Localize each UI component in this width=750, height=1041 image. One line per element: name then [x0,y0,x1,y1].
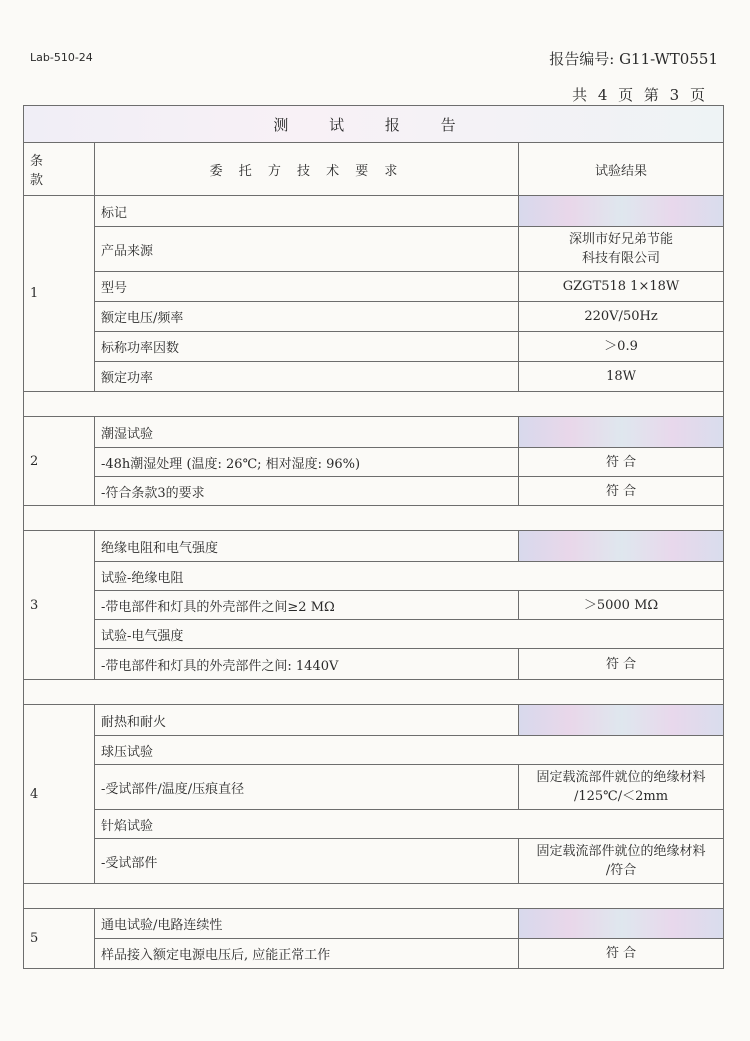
requirement-cell: -受试部件 [95,839,519,884]
result-cell [519,705,724,736]
result-cell [519,765,724,810]
table-title: 测 试 报 告 [24,106,724,143]
requirement-cell: 试验-电气强度 [95,620,724,649]
page-info: 共 4 页 第 3 页 [572,86,708,104]
result-cell [519,227,724,272]
section-title: 通电试验/电路连续性 [95,909,519,939]
clause-number: 4 [24,705,95,884]
result-line: /125℃/＜2mm [573,789,669,804]
section-divider [24,680,724,705]
requirement-cell: 针焰试验 [95,810,724,839]
report-number: 报告编号: G11-WT0551 [549,50,718,68]
result-cell [519,531,724,562]
section-title: 绝缘电阻和电气强度 [95,531,519,562]
result-cell: GZGT518 1×18W [519,272,724,302]
clause-number: 1 [24,196,95,392]
result-line: 固定载流部件就位的绝缘材料 [536,844,706,859]
result-cell: ＞5000 MΩ [519,591,724,620]
result-cell [519,909,724,939]
column-header-requirement: 委 托 方 技 术 要 求 [95,143,519,196]
clause-number: 3 [24,531,95,680]
requirement-cell: -带电部件和灯具的外壳部件之间: 1440V [95,649,519,680]
result-cell: 18W [519,362,724,392]
column-header-clause: 条 款 [24,143,95,196]
section-title: 标记 [95,196,519,227]
requirement-cell: 型号 [95,272,519,302]
result-cell: 220V/50Hz [519,302,724,332]
column-header-result: 试验结果 [519,143,724,196]
result-cell [519,196,724,227]
requirement-cell: 样品接入额定电源电压后, 应能正常工作 [95,939,519,969]
requirement-cell: -48h潮湿处理 (温度: 26℃; 相对湿度: 96%) [95,448,519,477]
lab-code: Lab-510-24 [30,51,93,64]
result-cell: 符 合 [519,448,724,477]
result-line: /符合 [605,863,637,878]
section-divider [24,506,724,531]
result-cell: 符 合 [519,477,724,506]
result-cell: 符 合 [519,939,724,969]
result-line: 深圳市好兄弟节能 [569,232,674,247]
section-title: 耐热和耐火 [95,705,519,736]
requirement-cell: -受试部件/温度/压痕直径 [95,765,519,810]
clause-number: 2 [24,417,95,506]
result-cell [519,417,724,448]
requirement-cell: 标称功率因数 [95,332,519,362]
requirement-cell: 产品来源 [95,227,519,272]
requirement-cell: 额定功率 [95,362,519,392]
section-title: 潮湿试验 [95,417,519,448]
result-line: 固定载流部件就位的绝缘材料 [536,770,706,785]
result-cell: 符 合 [519,649,724,680]
requirement-cell: 额定电压/频率 [95,302,519,332]
requirement-cell: -带电部件和灯具的外壳部件之间≥2 MΩ [95,591,519,620]
section-divider [24,884,724,909]
requirement-cell: 试验-绝缘电阻 [95,562,724,591]
requirement-cell: 球压试验 [95,736,724,765]
result-cell: ＞0.9 [519,332,724,362]
section-divider [24,392,724,417]
requirement-cell: -符合条款3的要求 [95,477,519,506]
test-report-table [23,105,724,969]
result-line: 科技有限公司 [582,251,661,266]
result-cell [519,839,724,884]
clause-number: 5 [24,909,95,969]
